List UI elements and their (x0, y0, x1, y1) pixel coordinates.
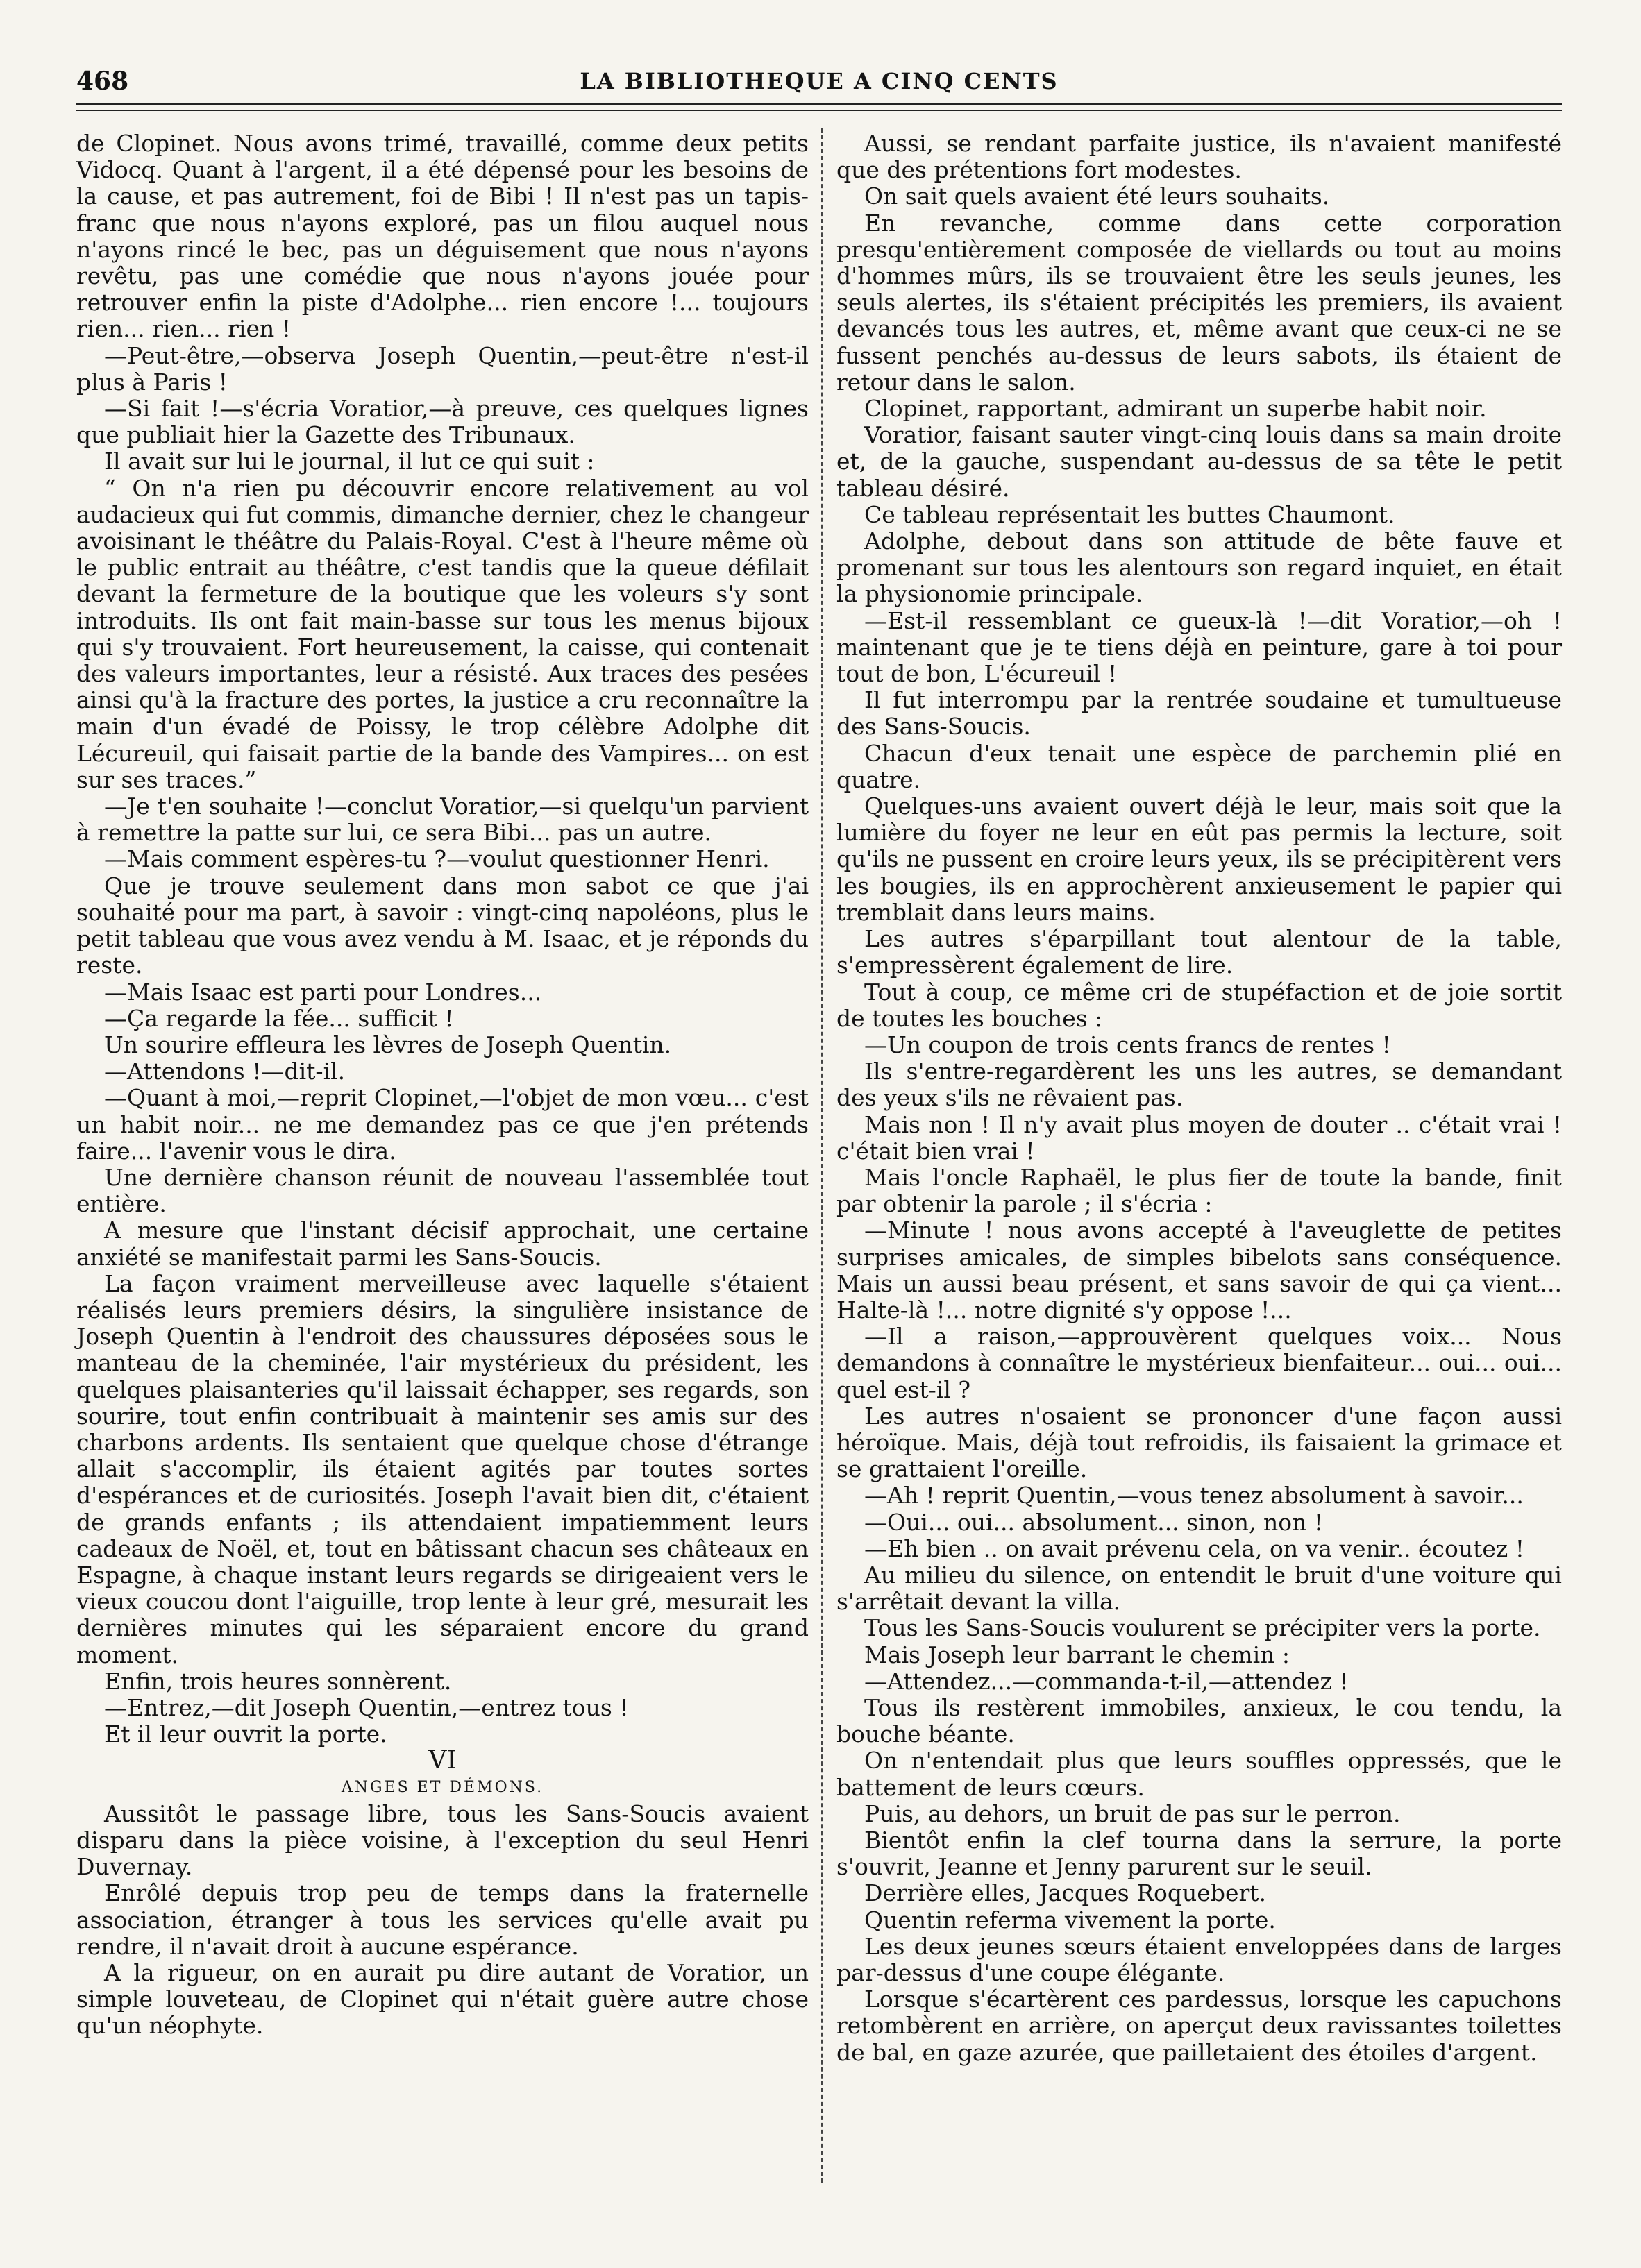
paragraph: Quentin referma vivement la porte. (864, 1906, 1276, 1933)
paragraph: La façon vraiment merveilleuse avec laquelle s'étaient réalisés leurs premiers désirs, la singulière insistance de Joseph Quentin à l'endroit des chaussures déposées sous le manteau de la cheminée, l'air mystérieux du président, les quelques plaisanteries qu'il laissait échapper, ses regards, son sourire, tout enfin contribuait à maintenir ses amis sur des charbons ardents. Ils sentaient que quelque chose d'étrange allait s'accomplir, ils étaient agités par toutes sortes d'espérances et de curiosités. Joseph l'avait bien dit, c'étaient de grands enfants ; ils attendaient impatiemment leurs cadeaux de Noël, et, tout en bâtissant chacun ses châteaux en Espagne, à chaque instant leurs regards se dirigeaient vers le vieux coucou dont l'aiguille, trop lente à leur gré, mesurait les dernières minutes qui les séparaient encore du grand moment. (76, 1269, 809, 1668)
chapter-number: VI (428, 1746, 457, 1775)
paragraph: —Minute ! nous avons accepté à l'aveuglette de petites surprises amicales, de simples bibelots sans conséquence. Mais un aussi beau présent, et sans savoir de qui ça vient... Halte-là !... notre dignité s'y oppose !... (836, 1217, 1562, 1323)
page-header (76, 67, 1562, 101)
paragraph: Adolphe, debout dans son attitude de bête fauve et promenant sur tous les alentours son regard inquiet, en était la physionomie principale. (836, 527, 1562, 608)
paragraph: —Il a raison,—approuvèrent quelques voix... Nous demandons à connaître le mystérieux bienfaiteur... oui... oui... quel est-il ? (836, 1323, 1562, 1403)
header-rule-bottom (76, 110, 1562, 111)
paragraph: —Mais comment espères-tu ?—voulut questionner Henri. (104, 845, 770, 873)
paragraph: Clopinet, rapportant, admirant un superbe habit noir. (864, 395, 1487, 423)
paragraph: On sait quels avaient été leurs souhaits. (864, 183, 1330, 210)
paragraph: Aussitôt le passage libre, tous les Sans-Soucis avaient disparu dans la pièce voisine, à l'exception du seul Henri Duvernay. (76, 1800, 809, 1881)
paragraph: Et il leur ouvrit la porte. (104, 1720, 387, 1748)
paragraph: Il fut interrompu par la rentrée soudaine et tumultueuse des Sans-Soucis. (836, 686, 1562, 741)
page-number: 468 (76, 67, 129, 96)
paragraph: A la rigueur, on en aurait pu dire autant de Voratior, un simple louveteau, de Clopinet qui n'était guère autre chose qu'un néophyte. (76, 1959, 809, 2040)
paragraph: Mais Joseph leur barrant le chemin : (864, 1641, 1290, 1668)
paragraph: Enfin, trois heures sonnèrent. (104, 1667, 452, 1695)
column-divider (821, 128, 823, 2183)
left-column (76, 130, 809, 2040)
paragraph: Puis, au dehors, un bruit de pas sur le perron. (864, 1800, 1401, 1827)
right-column (836, 130, 1562, 2066)
paragraph: —Attendons !—dit-il. (104, 1058, 346, 1085)
paragraph: —Est-il ressemblant ce gueux-là !—dit Voratior,—oh ! maintenant que je te tiens déjà en peinture, gare à toi pour tout de bon, L'écureuil ! (836, 607, 1562, 688)
paragraph: Au milieu du silence, on entendit le bruit d'une voiture qui s'arrêtait devant la villa. (836, 1561, 1562, 1616)
paragraph: Chacun d'eux tenait une espèce de parchemin plié en quatre. (836, 739, 1562, 793)
paragraph: Aussi, se rendant parfaite justice, ils n'avaient manifesté que des prétentions fort modestes. (836, 130, 1562, 184)
paragraph: Ils s'entre-regardèrent les uns les autres, se demandant des yeux s'ils ne rêvaient pas. (836, 1058, 1562, 1112)
paragraph: —Mais Isaac est parti pour Londres... (104, 978, 542, 1006)
chapter-title: ANGES ET DÉMONS. (341, 1778, 544, 1796)
paragraph: Les deux jeunes sœurs étaient enveloppées dans de larges par-dessus d'une coupe élégante. (836, 1932, 1562, 1987)
paragraph: —Si fait !—s'écria Voratior,—à preuve, ces quelques lignes que publiait hier la Gazette des Tribunaux. (76, 395, 809, 449)
paragraph: Les autres s'éparpillant tout alentour de la table, s'empressèrent également de lire. (836, 925, 1562, 979)
paragraph: —Oui... oui... absolument... sinon, non ! (864, 1508, 1324, 1536)
paragraph: —Attendez...—commanda-t-il,—attendez ! (864, 1667, 1349, 1695)
paragraph: Un sourire effleura les lèvres de Joseph Quentin. (104, 1031, 672, 1058)
paragraph: Ce tableau représentait les buttes Chaumont. (864, 500, 1395, 528)
paragraph: Mais non ! Il n'y avait plus moyen de douter .. c'était vrai ! c'était bien vrai ! (836, 1110, 1562, 1165)
paragraph: de Clopinet. Nous avons trimé, travaillé, comme deux petits Vidocq. Quant à l'argent, il a été dépensé pour les besoins de la cause, et pas autrement, foi de Bibi ! Il n'est pas un tapis-franc que nous n'ayons exploré, pas un filou auquel nous n'ayons rincé le bec, pas un déguisement que nous n'ayons revêtu, pas une comédie que nous n'ayons jouée pour retrouver enfin la piste d'Adolphe... rien encore !... toujours rien... rien... rien ! (76, 130, 809, 343)
paragraph: Lorsque s'écartèrent ces pardessus, lorsque les capuchons retombèrent en arrière, on aperçut deux ravissantes toilettes de bal, en gaze azurée, que pailletaient des étoiles d'argent. (836, 1986, 1562, 2066)
paragraph: —Un coupon de trois cents francs de rentes ! (864, 1031, 1391, 1058)
paragraph: Les autres n'osaient se prononcer d'une façon aussi héroïque. Mais, déjà tout refroidis, ils faisaient la grimace et se grattaient l'oreille. (836, 1402, 1562, 1483)
running-title: LA BIBLIOTHEQUE A CINQ CENTS (580, 68, 1059, 94)
header-rule-top (76, 103, 1562, 105)
paragraph: Enrôlé depuis trop peu de temps dans la fraternelle association, étranger à tous les services qu'elle avait pu rendre, il n'avait droit à aucune espérance. (76, 1879, 809, 1960)
paragraph: Quelques-uns avaient ouvert déjà le leur, mais soit que la lumière du foyer ne leur en eût pas permis la lecture, soit qu'ils ne pussent en croire leurs yeux, ils se précipitèrent vers les bougies, ils en approchèrent anxieusement le papier qui tremblait dans leurs mains. (836, 793, 1562, 926)
paragraph: —Eh bien .. on avait prévenu cela, on va venir.. écoutez ! (864, 1534, 1525, 1562)
paragraph: Que je trouve seulement dans mon sabot ce que j'ai souhaité pour ma part, à savoir : vingt-cinq napoléons, plus le petit tableau que vous avez vendu à M. Isaac, et je réponds du reste. (76, 872, 809, 979)
paragraph: Voratior, faisant sauter vingt-cinq louis dans sa main droite et, de la gauche, suspendant au-dessus de sa tête le petit tableau désiré. (836, 421, 1562, 502)
paragraph: Tout à coup, ce même cri de stupéfaction et de joie sortit de toutes les bouches : (836, 978, 1562, 1032)
paragraph: Il avait sur lui le journal, il lut ce qui suit : (104, 448, 595, 475)
paragraph: —Entrez,—dit Joseph Quentin,—entrez tous ! (104, 1693, 629, 1721)
paragraph: —Je t'en souhaite !—conclut Voratior,—si quelqu'un parvient à remettre la patte sur lui, ce sera Bibi... pas un autre. (76, 793, 809, 847)
paragraph: —Peut-être,—observa Joseph Quentin,—peut-être n'est-il plus à Paris ! (76, 341, 809, 396)
paragraph: Une dernière chanson réunit de nouveau l'assemblée tout entière. (76, 1163, 809, 1218)
paragraph: Tous les Sans-Soucis voulurent se précipiter vers la porte. (864, 1614, 1541, 1642)
paragraph: En revanche, comme dans cette corporation presqu'entièrement composée de viellards ou tout au moins d'hommes mûrs, ils se trouvaient être les seuls jeunes, les seuls alertes, ils s'étaient précipités les premiers, ils avaient devancés tous les autres, et, même avant que ceux-ci ne se fussent penchés au-dessus de leurs sabots, ils étaient de retour dans le salon. (836, 209, 1562, 396)
paragraph: —Quant à moi,—reprit Clopinet,—l'objet de mon vœu... c'est un habit noir... ne me demandez pas ce que j'en prétends faire... l'avenir vous le dira. (76, 1084, 809, 1165)
paragraph: “ On n'a rien pu découvrir encore relativement au vol audacieux qui fut commis, dimanche dernier, chez le changeur avoisinant le théâtre du Palais-Royal. C'est à l'heure même où le public entrait au théâtre, c'est tandis que la queue défilait devant la fermeture de la boutique que les voleurs s'y sont introduits. Ils ont fait main-basse sur tous les menus bijoux qui s'y trouvaient. Fort heureusement, la caisse, qui contenait des valeurs importantes, leur a résisté. Aux traces des pesées ainsi qu'à la fracture des portes, la justice a cru reconnaître la main d'un évadé de Poissy, le trop célèbre Adolphe dit Lécureuil, qui faisait partie de la bande des Vampires... on est sur ses traces.” (76, 474, 809, 793)
paragraph: Bientôt enfin la clef tourna dans la serrure, la porte s'ouvrit, Jeanne et Jenny parurent sur le seuil. (836, 1827, 1562, 1881)
paragraph: —Ça regarde la fée... sufficit ! (104, 1004, 454, 1032)
paragraph: On n'entendait plus que leurs souffles oppressés, que le battement de leurs cœurs. (836, 1747, 1562, 1801)
paragraph: Derrière elles, Jacques Roquebert. (864, 1879, 1267, 1907)
paragraph: Tous ils restèrent immobiles, anxieux, le cou tendu, la bouche béante. (836, 1693, 1562, 1748)
paragraph: A mesure que l'instant décisif approchait, une certaine anxiété se manifestait parmi les Sans-Soucis. (76, 1217, 809, 1271)
paragraph: —Ah ! reprit Quentin,—vous tenez absolument à savoir... (864, 1482, 1524, 1509)
paragraph: Mais l'oncle Raphaël, le plus fier de toute la bande, finit par obtenir la parole ; il s'écria : (836, 1163, 1562, 1218)
